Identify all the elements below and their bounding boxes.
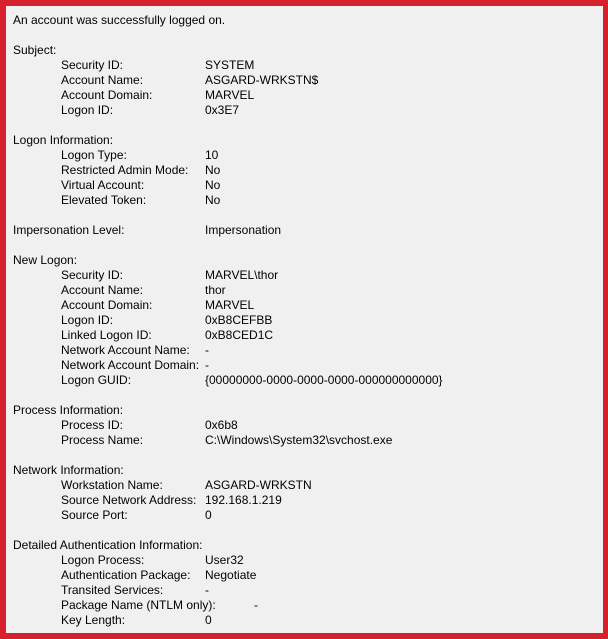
field-row <box>13 553 603 568</box>
field-label: Process Name: <box>61 433 144 447</box>
field-value: 0 <box>205 613 212 627</box>
field-value: MARVEL <box>205 298 255 312</box>
section-header-process-information: Process Information: <box>13 403 124 417</box>
field-label: Transited Services: <box>61 583 164 597</box>
field-row <box>13 433 603 448</box>
field-label: Process ID: <box>61 418 124 432</box>
field-label: Network Account Domain: <box>61 358 200 372</box>
field-value: - <box>205 343 209 357</box>
field-label: Impersonation Level: <box>13 223 125 237</box>
field-label: Logon ID: <box>61 103 114 117</box>
event-message: An account was successfully logged on. <box>13 13 226 27</box>
field-row <box>13 103 603 118</box>
field-value: No <box>205 163 221 177</box>
field-row <box>13 568 603 583</box>
field-label: Workstation Name: <box>61 478 163 492</box>
field-row <box>13 163 603 178</box>
field-row <box>13 148 603 163</box>
field-row <box>13 598 603 613</box>
field-value: User32 <box>205 553 244 567</box>
field-label: Logon ID: <box>61 313 114 327</box>
section-header-new-logon: New Logon: <box>13 253 78 267</box>
field-value: thor <box>205 283 226 297</box>
field-row <box>13 88 603 103</box>
field-row <box>13 223 603 238</box>
field-label: Source Port: <box>61 508 128 522</box>
field-label: Account Name: <box>61 283 144 297</box>
field-label: Key Length: <box>61 613 126 627</box>
field-row <box>13 328 603 343</box>
field-label: Network Account Name: <box>61 343 190 357</box>
field-label: Account Domain: <box>61 298 153 312</box>
event-details-panel[interactable] <box>6 6 603 633</box>
field-value: 0xB8CED1C <box>205 328 274 342</box>
field-row <box>13 343 603 358</box>
field-label: Logon Type: <box>61 148 127 162</box>
field-value: ASGARD-WRKSTN$ <box>205 73 319 87</box>
field-value: 10 <box>205 148 219 162</box>
field-value: C:\Windows\System32\svchost.exe <box>205 433 393 447</box>
field-label: Elevated Token: <box>61 193 147 207</box>
field-label: Account Domain: <box>61 88 153 102</box>
field-value: SYSTEM <box>205 58 255 72</box>
field-value: Negotiate <box>205 568 257 582</box>
field-row <box>13 283 603 298</box>
field-value: No <box>205 178 221 192</box>
field-row <box>13 73 603 88</box>
field-row <box>13 268 603 283</box>
field-value: Impersonation <box>205 223 282 237</box>
field-row <box>13 418 603 433</box>
field-label: Source Network Address: <box>61 493 197 507</box>
field-row <box>13 478 603 493</box>
field-value: ASGARD-WRKSTN <box>205 478 312 492</box>
event-description-text <box>6 6 603 628</box>
field-value: - <box>205 358 209 372</box>
field-value: {00000000-0000-0000-0000-000000000000} <box>205 373 443 387</box>
field-row <box>13 373 603 388</box>
field-value: 0x3E7 <box>205 103 240 117</box>
field-label: Account Name: <box>61 73 144 87</box>
field-label: Security ID: <box>61 268 124 282</box>
field-row <box>13 358 603 373</box>
field-row <box>13 583 603 598</box>
field-value: MARVEL\thor <box>205 268 279 282</box>
field-row <box>13 178 603 193</box>
field-value: MARVEL <box>205 88 255 102</box>
field-row <box>13 193 603 208</box>
field-row <box>13 58 603 73</box>
field-value: - <box>254 598 258 612</box>
field-row <box>13 613 603 628</box>
field-label: Authentication Package: <box>61 568 191 582</box>
field-label: Linked Logon ID: <box>61 328 152 342</box>
field-label: Virtual Account: <box>61 178 145 192</box>
field-row <box>13 313 603 328</box>
field-value: - <box>205 583 209 597</box>
field-value: 0 <box>205 508 212 522</box>
field-value: 192.168.1.219 <box>205 493 282 507</box>
field-label: Restricted Admin Mode: <box>61 163 189 177</box>
section-header-detailed-authentication: Detailed Authentication Information: <box>13 538 203 552</box>
field-row <box>13 508 603 523</box>
field-value: 0x6b8 <box>205 418 238 432</box>
section-header-subject: Subject: <box>13 43 57 57</box>
field-label: Security ID: <box>61 58 124 72</box>
field-row <box>13 298 603 313</box>
field-row <box>13 493 603 508</box>
field-label: Package Name (NTLM only): <box>61 598 216 612</box>
field-label: Logon GUID: <box>61 373 132 387</box>
field-value: 0xB8CEFBB <box>205 313 273 327</box>
field-label: Logon Process: <box>61 553 145 567</box>
section-header-network-information: Network Information: <box>13 463 124 477</box>
field-value: No <box>205 193 221 207</box>
section-header-logon-information: Logon Information: <box>13 133 114 147</box>
